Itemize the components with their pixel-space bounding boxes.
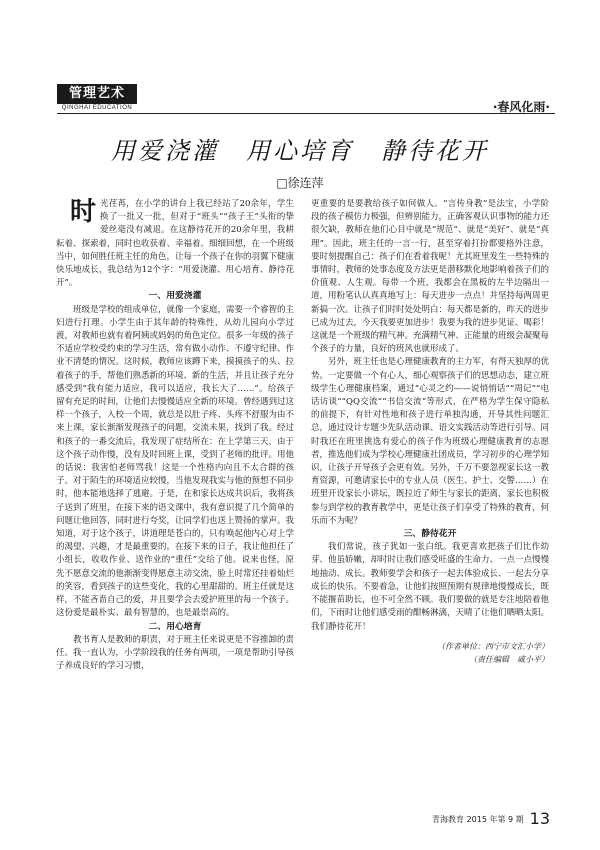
section-2-paragraph-1-continued: 更重要的是要教给孩子如何做人。“言传身教”是法宝，小学阶段的孩子模仿力极强，但辨别能力，正确客观认识事物的能力还很欠缺，教师在他们心目中就是“规范”、就是“美好”、就是“真理”。因此，班主任的一言一行，甚至穿着打扮都要格外注意，要时刻提醒自己：孩子们在看着我呢！尤其班里发生一些特殊的事情时，教师的处事态度及方法更是潜移默化地影响着孩子们的价值观、人生观。每带一个班，我都会在黑板的左半边隔出一道，用粉笔认认真真地写上：每天进步一点点！并坚持每两周更新搞一次。让孩子们时时处处明白：每天都是新的，昨天的进步已成为过去，今天我要更加进步！我要为我的进步见证、喝彩！这就是一个班级的精气神。充满精气神、正能量的班级会凝聚每个孩子的力量，良好的班风也就形成了。 bbox=[311, 199, 550, 355]
masthead-subtitle: QINGHAI EDUCATION bbox=[61, 105, 133, 111]
editor-credit: （责任编辑 戚小平） bbox=[469, 654, 549, 664]
section-heading-2: 二、用心培育 bbox=[148, 621, 202, 632]
journal-name: 青海教育 2015 年第 9 期 bbox=[432, 815, 524, 824]
section-3-paragraph: 我们常说，孩子犹如一张白纸。我更喜欢把孩子们比作幼芽、他虽娇嫩，却时时让我们感受旺盛的生命力、一点一点慢慢地抽动、成长。教师要学会和孩子一起去体验成长、一起去分享成长的快乐。不要着急，让他们按照预期有规律地慢慢成长，既不能揠苗助长，也不可全然不顾。我们要做的就是专注地陪着他们，下雨时让他们感受雨的酣畅淋漓，天晴了让他们晒晒太阳。我们静待花开！ bbox=[311, 542, 550, 632]
masthead bbox=[57, 84, 137, 111]
section-2-paragraph-1: 教书育人是教师的职责，对于班主任来说更是不容推卸的责任。我一直认为，小学阶段我的任务有两项，一项是帮助引导孩子养成良好的学习习惯， bbox=[56, 634, 294, 672]
credit-block bbox=[311, 640, 549, 666]
column-left bbox=[56, 198, 294, 673]
page-number: 13 bbox=[529, 809, 550, 828]
header-rule bbox=[57, 113, 555, 114]
article-author: □徐连萍 bbox=[276, 176, 324, 190]
author-unit: （作者单位：西宁市文汇小学） bbox=[437, 641, 549, 651]
section-heading-1: 一、用爱浇灌 bbox=[148, 291, 202, 302]
dropcap: 时 bbox=[70, 197, 97, 227]
page-footer bbox=[432, 809, 550, 828]
section-heading-3: 三、静待花开 bbox=[403, 529, 457, 540]
column-right bbox=[311, 198, 549, 666]
article-title: 用爱浇灌 用心培育 静待花开 bbox=[111, 137, 489, 165]
section-tag: ·春风化雨· bbox=[492, 100, 550, 114]
intro-paragraph: 时光荏苒，在小学的讲台上我已经站了20余年，学生换了一批又一批，但对于“班头”“孩子王”头衔的挚爱丝毫没有减退。在这静待花开的20余年里，我耕耘着、探索着，同时也收获着、幸福着。细细回想，在一个班级当中，如何胜任班主任的角色，让每一个孩子在你的羽翼下健康快乐地成长，我总结为12个字：“用爱浇灌、用心培育、静待花开”。 bbox=[56, 197, 295, 289]
masthead-title: 管理艺术 bbox=[57, 84, 137, 104]
section-1-paragraph: 班级是学校的组成单位，就像一个家庭，需要一个睿智的主妇进行打理。小学生由于其年龄的特殊性，从幼儿园向小学过渡，对教师也就有着阿姨或妈妈的角色定位。很多一年级的孩子不适应学校受约束的学习生活，常有做小动作、不遵守纪律、作业不清楚的情况。这时候，教师应该蹲下来，摸摸孩子的头、拉着孩子的手，帮他们熟悉新的环境、新的生活，并且让孩子充分感受到“我有能力适应，我可以适应，我长大了……”。给孩子留有充足的时间，让他们去慢慢适应全新的环境。曾经遇到过这样一个孩子，入校一个周，就总是以肚子疼、头疼不舒服为由不来上课，家长渐渐发现孩子的问题，交流未果，找到了我。经过和孩子的一番交流后，我发现了症结所在：在上学第三天，由于这个孩子动作慢，没有及时回班上课，受到了老师的批评。用他的话说：我害怕老师骂我！这是一个性格内向且不太合群的孩子。对于陌生的环境适应较慢，当他发现我实与他的预想不同步时，他本能地选择了逃避。于是，在和家长达成共识后，我将孩子送到了班里，在接下来的语文课中，我有意识提了几个简单的问题让他回答，同时进行夸奖，让同学们也送上赞扬的掌声。我知道，对于这个孩子，讲道理是苍白的，只有唤起他内心对上学的渴望、兴趣，才是最重要的。在接下来的日子，我让他担任了小组长，收收作业、送作业的“重任”交给了他。说来也怪，原先不愿意交流的他渐渐变得愿意主动交流，脸上时常还挂着灿烂的笑容，看到孩子的这些变化，我的心里甜甜的。班主任就是这样，不能吝啬自己的爱，并且要学会去爱护班里的每一个孩子。这份爱是最朴实、最有智慧的，也是最崇高的。 bbox=[56, 304, 295, 619]
section-2-paragraph-2: 另外，班主任也是心理健康教育的主力军，有得天独厚的优势。一定要做一个有心人，细心观察孩子们的思想动态，建立班级学生心理健康档案，通过“心灵之约——说悄悄话”“周记”“电话访谈”“QQ交流”“书信交流”等形式，在严格为学生保守隐私的前提下，有针对性地和孩子进行单独沟通，开导其性问题汇总，通过设计专题少先队活动课、语文实践活动等进行引导。同时我还在班里挑选有爱心的孩子作为班级心理健康教育的志愿者，推选他们成为学校心理健康社团成员，学习初步的心理学知识，让孩子开导孩子会更有效。另外，千万不要忽视家长这一教育资源，可邀请家长中的专业人员（医生、护士、交警……）在班里开设家长小讲坛，既拉近了师生与家长的距离，家长也积极参与到学校的教育教学中，更是让孩子们享受了特殊的教育，何乐而不为呢？ bbox=[311, 357, 550, 526]
